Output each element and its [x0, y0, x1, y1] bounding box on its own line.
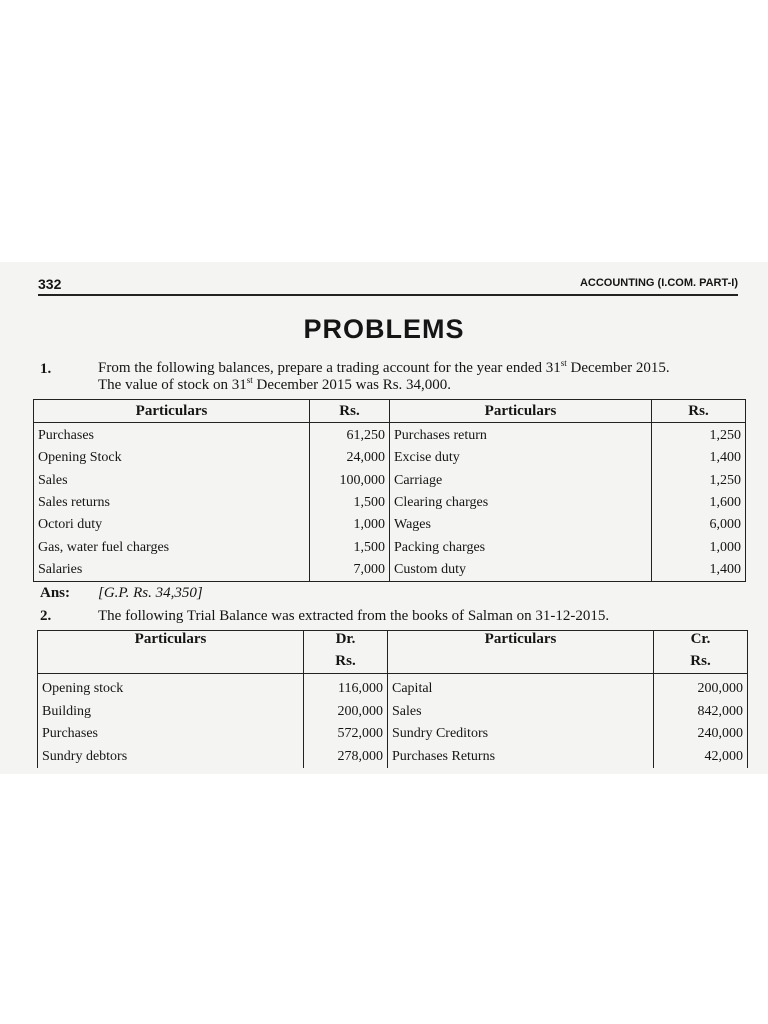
- table-row: [34, 514, 746, 536]
- table-row: [34, 536, 746, 558]
- cell-amount-left: 278,000: [304, 746, 388, 769]
- cell-particulars-left: Opening stock: [38, 674, 304, 701]
- cell-amount-right: 240,000: [654, 723, 748, 746]
- cell-particulars-right: Excise duty: [390, 447, 652, 469]
- cell-particulars-left: Sales returns: [34, 492, 310, 514]
- col-header-rs: Rs.: [652, 400, 746, 423]
- table-row: [34, 447, 746, 469]
- cell-particulars-right: Sundry Creditors: [388, 723, 654, 746]
- table-row: [34, 470, 746, 492]
- problem-1-number: 1.: [40, 361, 52, 377]
- answer-value: [G.P. Rs. 34,350]: [98, 585, 203, 601]
- problem-1-line-1: From the following balances, prepare a trading account for the year ended 31st December 2015.: [98, 358, 670, 376]
- cell-particulars-left: Sales: [34, 470, 310, 492]
- cell-particulars-right: Carriage: [390, 470, 652, 492]
- table-header-row: [34, 400, 746, 423]
- cell-amount-right: 1,600: [652, 492, 746, 514]
- cell-amount-left: 24,000: [310, 447, 390, 469]
- cell-amount-left: 100,000: [310, 470, 390, 492]
- table-header-row: [38, 631, 748, 654]
- table-row: [38, 746, 748, 769]
- trading-balances-table: [33, 399, 746, 582]
- col-subheader-blank: [388, 653, 654, 674]
- cell-amount-right: 1,400: [652, 559, 746, 582]
- problem-2-text: The following Trial Balance was extracted from the books of Salman on 31-12-2015.: [98, 608, 610, 624]
- cell-particulars-right: Clearing charges: [390, 492, 652, 514]
- problem-2-number: 2.: [40, 608, 52, 624]
- col-header-dr: Dr.: [304, 631, 388, 654]
- col-subheader-rs: Rs.: [304, 653, 388, 674]
- book-title: ACCOUNTING (I.COM. PART-I): [579, 277, 738, 289]
- cell-particulars-left: Gas, water fuel charges: [34, 536, 310, 558]
- trial-balance-table: [37, 630, 748, 768]
- cell-particulars-right: Sales: [388, 701, 654, 724]
- col-header-particulars: Particulars: [34, 400, 310, 423]
- cell-particulars-left: Octori duty: [34, 514, 310, 536]
- cell-amount-left: 1,500: [310, 536, 390, 558]
- cell-particulars-right: Packing charges: [390, 536, 652, 558]
- col-subheader-blank: [38, 653, 304, 674]
- cell-particulars-left: Opening Stock: [34, 447, 310, 469]
- answer-label: Ans:: [40, 585, 71, 601]
- cell-particulars-right: Capital: [388, 674, 654, 701]
- table-subheader-row: [38, 653, 748, 674]
- cell-amount-left: 61,250: [310, 423, 390, 448]
- table-row: [38, 723, 748, 746]
- cell-amount-left: 1,500: [310, 492, 390, 514]
- cell-particulars-left: Sundry debtors: [38, 746, 304, 769]
- cell-particulars-right: Wages: [390, 514, 652, 536]
- cell-amount-left: 116,000: [304, 674, 388, 701]
- cell-amount-right: 842,000: [654, 701, 748, 724]
- cell-amount-right: 1,000: [652, 536, 746, 558]
- col-header-particulars: Particulars: [38, 631, 304, 654]
- col-header-particulars: Particulars: [388, 631, 654, 654]
- col-header-particulars: Particulars: [390, 400, 652, 423]
- col-header-cr: Cr.: [654, 631, 748, 654]
- problem-1-text: [98, 360, 670, 394]
- table-row: [34, 492, 746, 514]
- cell-amount-left: 7,000: [310, 559, 390, 582]
- cell-amount-right: 6,000: [652, 514, 746, 536]
- cell-particulars-left: Salaries: [34, 559, 310, 582]
- cell-amount-left: 200,000: [304, 701, 388, 724]
- cell-particulars-left: Building: [38, 701, 304, 724]
- cell-amount-right: 1,250: [652, 423, 746, 448]
- cell-amount-right: 200,000: [654, 674, 748, 701]
- col-subheader-rs: Rs.: [654, 653, 748, 674]
- table-row: [34, 423, 746, 448]
- cell-particulars-right: Purchases return: [390, 423, 652, 448]
- table-row: [34, 559, 746, 582]
- cell-particulars-left: Purchases: [34, 423, 310, 448]
- table-row: [38, 674, 748, 701]
- problem-1-line-2: The value of stock on 31st December 2015 was Rs. 34,000.: [98, 375, 452, 393]
- cell-particulars-right: Custom duty: [390, 559, 652, 582]
- cell-amount-right: 1,250: [652, 470, 746, 492]
- cell-amount-right: 42,000: [654, 746, 748, 769]
- cell-particulars-left: Purchases: [38, 723, 304, 746]
- cell-particulars-right: Purchases Returns: [388, 746, 654, 769]
- cell-amount-left: 572,000: [304, 723, 388, 746]
- page-number: 332: [38, 276, 62, 292]
- cell-amount-left: 1,000: [310, 514, 390, 536]
- table-row: [38, 701, 748, 724]
- cell-amount-right: 1,400: [652, 447, 746, 469]
- section-heading: PROBLEMS: [303, 314, 465, 344]
- page-header: [38, 276, 738, 296]
- col-header-rs: Rs.: [310, 400, 390, 423]
